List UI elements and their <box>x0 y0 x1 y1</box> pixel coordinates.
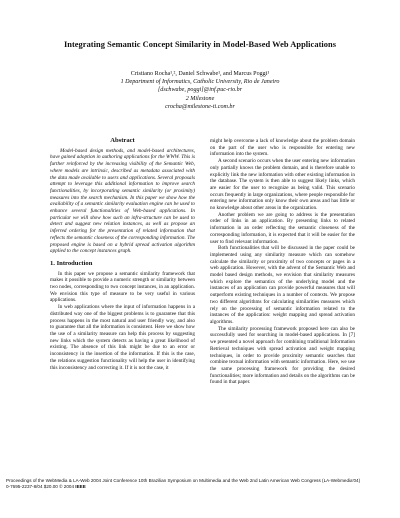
body-paragraph: might help overcome a lack of knowledge about the problem domain on the part of the user who is responsible for entering new information into the system. <box>210 138 355 158</box>
introduction-section <box>50 261 195 371</box>
author-block <box>20 70 380 111</box>
right-column <box>210 138 355 386</box>
intro-paragraph: In this paper we propose a semantic similarity framework that makes it possible to provide a numeric strength or similarity between two nodes, corresponding to two concept instances, in an application. We envision this type of measure to be very useful in various applications. <box>50 270 195 304</box>
body-paragraph: The similarity processing framework proposed here can also be successfully used for searching in model-based applications. In [7] we presented a novel approach for combining traditional Information Retrieval techniques with spread activation and weight mapping techniques, in order to provide proximity semantic searches that combine textual information with semantic information. Here, we use the same processing framework for providing the desired functionalities; more information and details on the algorithms can be found in that paper. <box>210 325 355 386</box>
ieee-logo-text: IEEE <box>75 483 86 489</box>
introduction-heading: 1. Introduction <box>50 259 93 267</box>
body-paragraph: Another problem we are going to address is the presentation order of links in an application. By presenting links to related information in an order reflecting the semantic closeness of the corresponding information, it is expected that it will be easier for the user to find relevant information. <box>210 211 355 245</box>
email-1: [dschwabe, poggi]@inf.puc-rio.br <box>157 87 243 94</box>
body-paragraph: Both functionalities that will be discussed in the paper could be implemented using any similarity measure which can somehow calculate the similarity or proximity of two concepts or pages in a web application. However, with the advent of the Semantic Web and model based design methods, we envision that similarity measures which explore the semantics of the underlying model and the instances of an application can provide powerful measures that will outperform existing techniques in a number of contexts. We propose two different algorithms for calculating similarities measures which rely on the processing of semantic information related to the instances of the application: weight mapping and spread activation algorithms. <box>210 245 355 325</box>
affiliation-2: 2 Milestone <box>185 95 215 102</box>
paper-title: Integrating Semantic Concept Similarity in Model-Based Web Applications <box>63 40 337 49</box>
abstract-heading: Abstract <box>110 137 135 144</box>
footer-isbn: 0-7695-2237-8/04 $20.00 © 2004 <box>6 483 75 489</box>
email-2: crocha@milestone-ti.com.br <box>165 103 235 110</box>
author-names: Cristiano Rocha¹,², Daniel Schwabe¹, and Marcus Poggi¹ <box>130 71 270 77</box>
intro-paragraph: In web applications where the input of information happens in a distributed way one of the biggest problems is to guarantee that this process happens in the most natural and user friendly way, and also to guarantee that all the information is consistent. Here we show how the use of a similarity measure can help this process by suggesting new links which the system detects as having a great likelihood of existing. The absence of this link might be due to an error or inconsistency in the insertion of the information. If this is the case, the relations suggestion functionality will help the user in identifying this inconsistency and correcting it. If it is not the case, it <box>50 304 195 371</box>
affiliation-1: 1 Department of Informatics, Catholic University, Rio de Janeiro <box>120 79 280 86</box>
left-column <box>50 138 195 371</box>
abstract-section <box>50 138 195 255</box>
footer-proceedings: Proceedings of the WebMedia & LA-Web 2004 Joint Conference 10th Brazilian Symposium on Multimedia and the Web 2nd Latin American Web Congress (LA-Webmedia'04) <box>6 478 361 483</box>
footer-copyright <box>6 484 394 490</box>
abstract-text: Model-based design methods, and model-based architectures, have gained adoption in authoring applications for the WWW. This is further reinforced by the increasing visibility of the Semantic Web, where models are intrinsic, described as metadata associated with the data made available to users and applications. Several proposals attempt to leverage this additional information to improve search functionalities, by incorporating semantic similarity (or proximity) measures into the search mechanism. In this paper we show how the availability of a semantic similarity evaluation engine can be used to enhance several functionalities of Web-based applications. In particular we will show how such an infra-structure can be used to detect and suggest new relation instances, as well as propose an inferred ordering for the presentation of related information that reflects the semantic closeness of the corresponding information. The proposed engine is based on a hybrid spread activation algorithm applied to the concept instances graph. <box>50 147 195 255</box>
proceedings-footer <box>6 478 394 489</box>
body-paragraph: A second scenario occurs when the user entering new information only partially knows the problem domain, and is therefore unable to explicitly link the new information with other existing information in the database. The system is then able to suggest likely links, which are easier for the user to recognize as being valid. This scenario occurs frequently in large organizations, where people responsible for entering new information only know their own areas and has little or no knowledge about other areas in the organization. <box>210 158 355 212</box>
